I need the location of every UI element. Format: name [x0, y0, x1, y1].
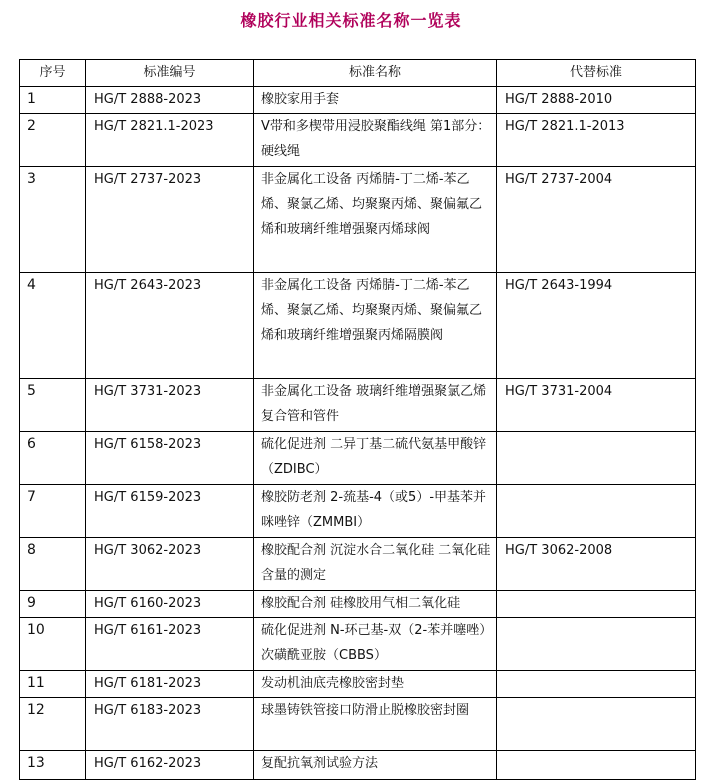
- cell-code: HG/T 6181-2023: [86, 671, 254, 698]
- cell-no: 10: [20, 618, 86, 671]
- header-name: 标准名称: [254, 60, 497, 87]
- cell-no: 7: [20, 485, 86, 538]
- cell-name: 非金属化工设备 丙烯腈-丁二烯-苯乙烯、聚氯乙烯、均聚聚丙烯、聚偏氟乙烯和玻璃纤维增强聚丙烯球阀: [254, 167, 497, 273]
- cell-code: HG/T 2888-2023: [86, 87, 254, 114]
- cell-replaces: HG/T 3731-2004: [497, 379, 696, 432]
- table-row: [20, 485, 696, 538]
- cell-replaces: HG/T 3062-2008: [497, 538, 696, 591]
- cell-no: 1: [20, 87, 86, 114]
- cell-name: 球墨铸铁管接口防滑止脱橡胶密封圈: [254, 698, 497, 751]
- cell-replaces: [497, 671, 696, 698]
- cell-name: 橡胶配合剂 沉淀水合二氧化硅 二氧化硅含量的测定: [254, 538, 497, 591]
- table-row: [20, 87, 696, 114]
- cell-replaces: [497, 591, 696, 618]
- cell-no: 4: [20, 273, 86, 379]
- table-row: [20, 379, 696, 432]
- table-row: [20, 671, 696, 698]
- cell-no: 8: [20, 538, 86, 591]
- cell-name: 橡胶防老剂 2-巯基-4（或5）-甲基苯并咪唑锌（ZMMBI）: [254, 485, 497, 538]
- cell-no: 3: [20, 167, 86, 273]
- cell-replaces: HG/T 2737-2004: [497, 167, 696, 273]
- cell-code: HG/T 6183-2023: [86, 698, 254, 751]
- cell-code: HG/T 2643-2023: [86, 273, 254, 379]
- cell-name: 非金属化工设备 玻璃纤维增强聚氯乙烯复合管和管件: [254, 379, 497, 432]
- cell-name: 复配抗氧剂试验方法: [254, 751, 497, 780]
- header-code: 标准编号: [86, 60, 254, 87]
- cell-no: 2: [20, 114, 86, 167]
- cell-no: 12: [20, 698, 86, 751]
- cell-code: HG/T 6158-2023: [86, 432, 254, 485]
- page-title: 橡胶行业相关标准名称一览表: [240, 11, 462, 30]
- table-row: [20, 432, 696, 485]
- cell-code: HG/T 2737-2023: [86, 167, 254, 273]
- header-no: 序号: [20, 60, 86, 87]
- cell-name: V带和多楔带用浸胶聚酯线绳 第1部分：硬线绳: [254, 114, 497, 167]
- cell-no: 9: [20, 591, 86, 618]
- table-row: [20, 538, 696, 591]
- cell-replaces: [497, 698, 696, 751]
- cell-no: 11: [20, 671, 86, 698]
- table-row: [20, 114, 696, 167]
- cell-no: 13: [20, 751, 86, 780]
- cell-code: HG/T 3062-2023: [86, 538, 254, 591]
- cell-name: 橡胶家用手套: [254, 87, 497, 114]
- cell-no: 6: [20, 432, 86, 485]
- cell-code: HG/T 6161-2023: [86, 618, 254, 671]
- cell-replaces: [497, 618, 696, 671]
- cell-replaces: [497, 751, 696, 780]
- table-row: [20, 698, 696, 751]
- table-row: [20, 618, 696, 671]
- table-row: [20, 273, 696, 379]
- cell-replaces: [497, 485, 696, 538]
- cell-code: HG/T 6160-2023: [86, 591, 254, 618]
- cell-replaces: HG/T 2888-2010: [497, 87, 696, 114]
- cell-name: 硫化促进剂 N-环己基-双（2-苯并噻唑）次磺酰亚胺（CBBS）: [254, 618, 497, 671]
- cell-code: HG/T 3731-2023: [86, 379, 254, 432]
- cell-code: HG/T 2821.1-2023: [86, 114, 254, 167]
- table-row: [20, 591, 696, 618]
- header-replaces: 代替标准: [497, 60, 696, 87]
- cell-code: HG/T 6159-2023: [86, 485, 254, 538]
- cell-name: 非金属化工设备 丙烯腈-丁二烯-苯乙烯、聚氯乙烯、均聚聚丙烯、聚偏氟乙烯和玻璃纤维增强聚丙烯隔膜阀: [254, 273, 497, 379]
- table-header-row: [20, 60, 696, 87]
- table-row: [20, 751, 696, 780]
- table-row: [20, 167, 696, 273]
- cell-name: 发动机油底壳橡胶密封垫: [254, 671, 497, 698]
- cell-replaces: HG/T 2821.1-2013: [497, 114, 696, 167]
- cell-no: 5: [20, 379, 86, 432]
- standards-table: [19, 59, 696, 780]
- cell-name: 橡胶配合剂 硅橡胶用气相二氧化硅: [254, 591, 497, 618]
- cell-code: HG/T 6162-2023: [86, 751, 254, 780]
- cell-replaces: [497, 432, 696, 485]
- cell-name: 硫化促进剂 二异丁基二硫代氨基甲酸锌（ZDIBC）: [254, 432, 497, 485]
- cell-replaces: HG/T 2643-1994: [497, 273, 696, 379]
